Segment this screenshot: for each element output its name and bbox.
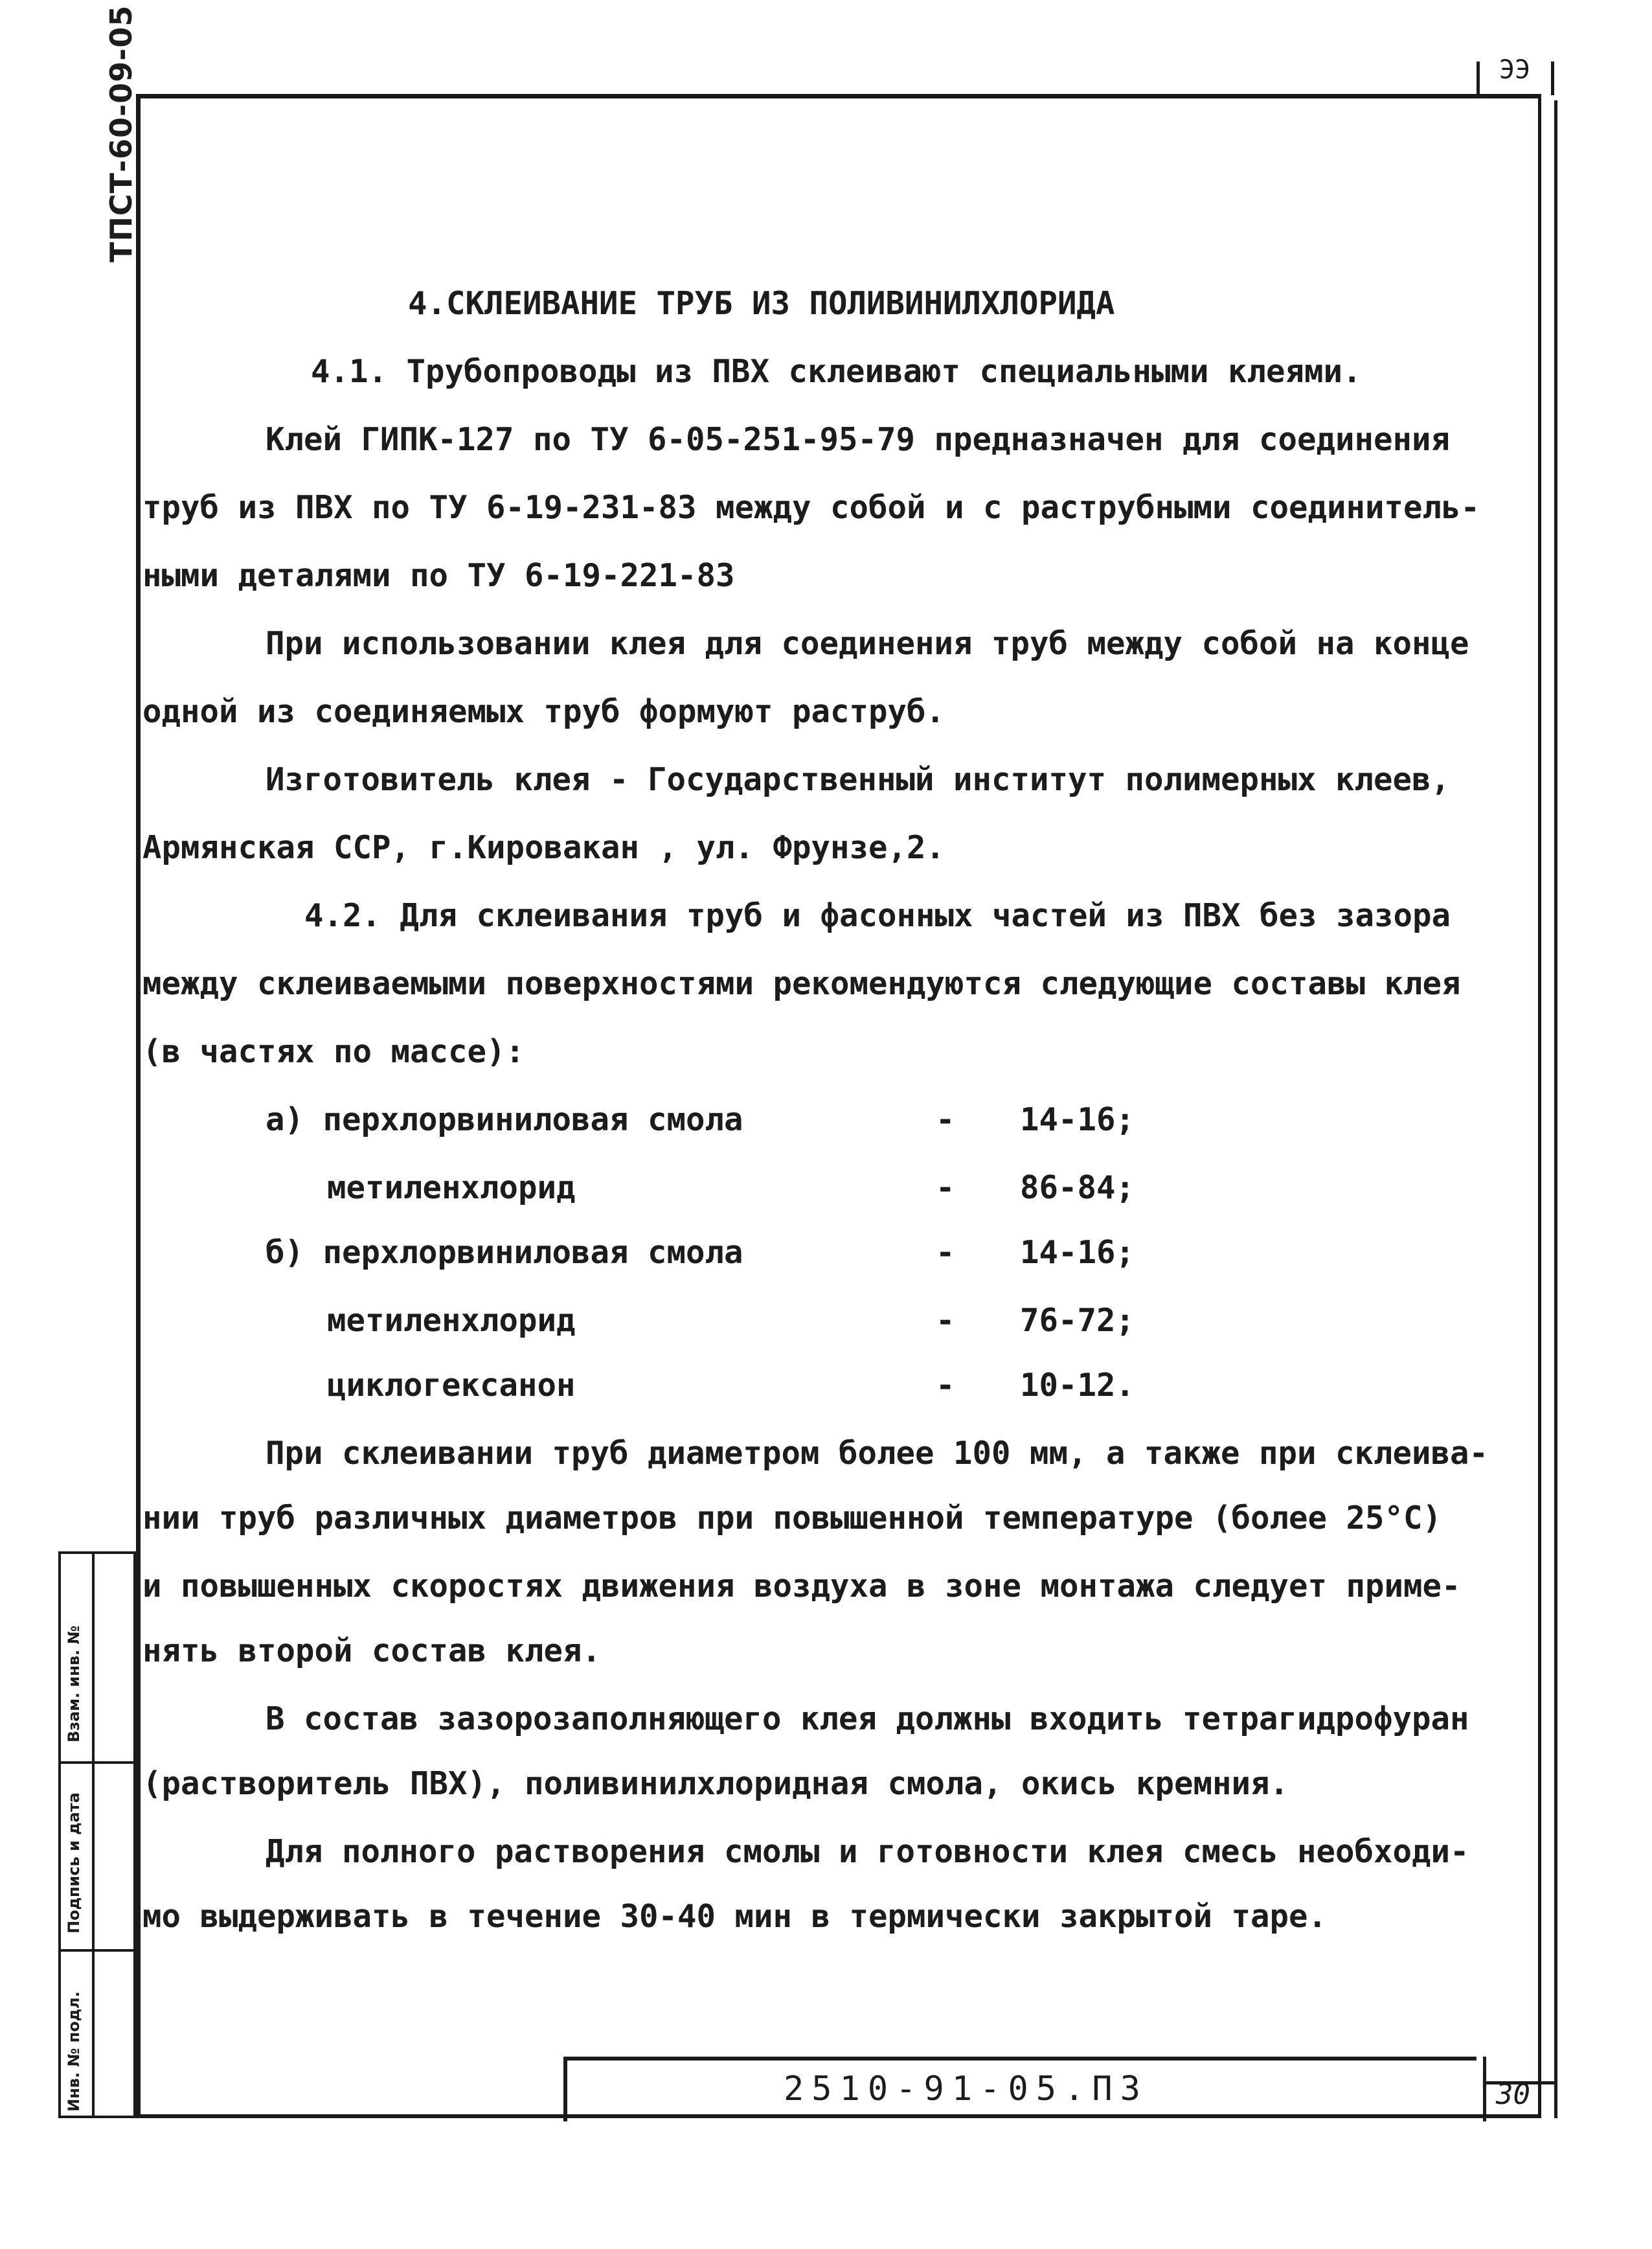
margin-code: ТПСТ-60-09-05: [104, 5, 139, 262]
stamp-label-sign: Подпись и дата: [65, 1792, 83, 1934]
text-line: 4.2. Для склеивания труб и фасонных частей из ПВХ без зазора: [304, 897, 1451, 934]
composition-dash: -: [936, 1302, 955, 1339]
composition-label: метиленхлорид: [327, 1169, 576, 1206]
text-line: Армянская ССР, г.Кировакан , ул. Фрунзе,2.: [142, 829, 945, 866]
composition-dash: -: [936, 1367, 955, 1404]
composition-dash: -: [936, 1169, 955, 1206]
text-line: 4.1. Трубопроводы из ПВХ склеивают специальными клеями.: [311, 353, 1362, 390]
text-line: Для полного растворения смолы и готовности клея смесь необходи-: [266, 1833, 1469, 1870]
composition-label: б) перхлорвиниловая смола: [266, 1234, 743, 1271]
text-line: нии труб различных диаметров при повышенной температуре (более 25°С): [142, 1500, 1442, 1536]
text-line: и повышенных скоростях движения воздуха в зоне монтажа следует приме-: [142, 1568, 1461, 1604]
top-sheet-box: [1477, 55, 1554, 95]
composition-value: 86-84;: [1020, 1169, 1135, 1206]
sheet-number: 30: [1496, 2078, 1530, 2111]
text-line: нять второй состав клея.: [142, 1632, 602, 1669]
section-title: 4.СКЛЕИВАНИЕ ТРУБ ИЗ ПОЛИВИНИЛХЛОРИДА: [408, 285, 1115, 322]
right-border: [1554, 100, 1557, 2118]
text-line: (в частях по массе):: [142, 1033, 525, 1070]
text-line: Изготовитель клея - Государственный институт полимерных клеев,: [266, 761, 1451, 798]
composition-label: а) перхлорвиниловая смола: [266, 1101, 743, 1138]
text-line: Клей ГИПК-127 по ТУ 6-05-251-95-79 предназначен для соединения: [266, 421, 1451, 458]
text-line: При склеивании труб диаметром более 100 мм, а также при склеива-: [266, 1435, 1489, 1472]
text-line: одной из соединяемых труб формуют раструб.: [142, 693, 945, 730]
top-sheet-mark: ЭЭ: [1499, 55, 1531, 85]
text-line: (растворитель ПВХ), поливинилхлоридная смола, окись кремния.: [142, 1765, 1289, 1802]
composition-value: 10-12.: [1020, 1367, 1135, 1404]
text-line: В состав зазорозаполняющего клея должны входить тетрагидрофуран: [266, 1700, 1469, 1737]
composition-value: 14-16;: [1020, 1234, 1135, 1271]
composition-value: 14-16;: [1020, 1101, 1135, 1138]
composition-label: метиленхлорид: [327, 1302, 576, 1339]
composition-dash: -: [936, 1234, 955, 1271]
text-line: мо выдерживать в течение 30-40 мин в термически закрытой таре.: [142, 1898, 1328, 1935]
stamp-label-inv: Инв. № подл.: [65, 1991, 83, 2112]
document-code: 2510-91-05.ПЗ: [784, 2070, 1148, 2108]
composition-label: циклогексанон: [327, 1367, 576, 1404]
composition-dash: -: [936, 1101, 955, 1138]
text-line: труб из ПВХ по ТУ 6-19-231-83 между собой и с раструбными соединитель-: [142, 489, 1480, 526]
stamp-label-replace: Взам. инв. №: [65, 1625, 83, 1742]
text-line: При использовании клея для соединения труб между собой на конце: [266, 625, 1469, 662]
composition-value: 76-72;: [1020, 1302, 1135, 1339]
text-line: ными деталями по ТУ 6-19-221-83: [142, 557, 735, 594]
text-line: между склеиваемыми поверхностями рекомендуются следующие составы клея: [142, 965, 1461, 1002]
